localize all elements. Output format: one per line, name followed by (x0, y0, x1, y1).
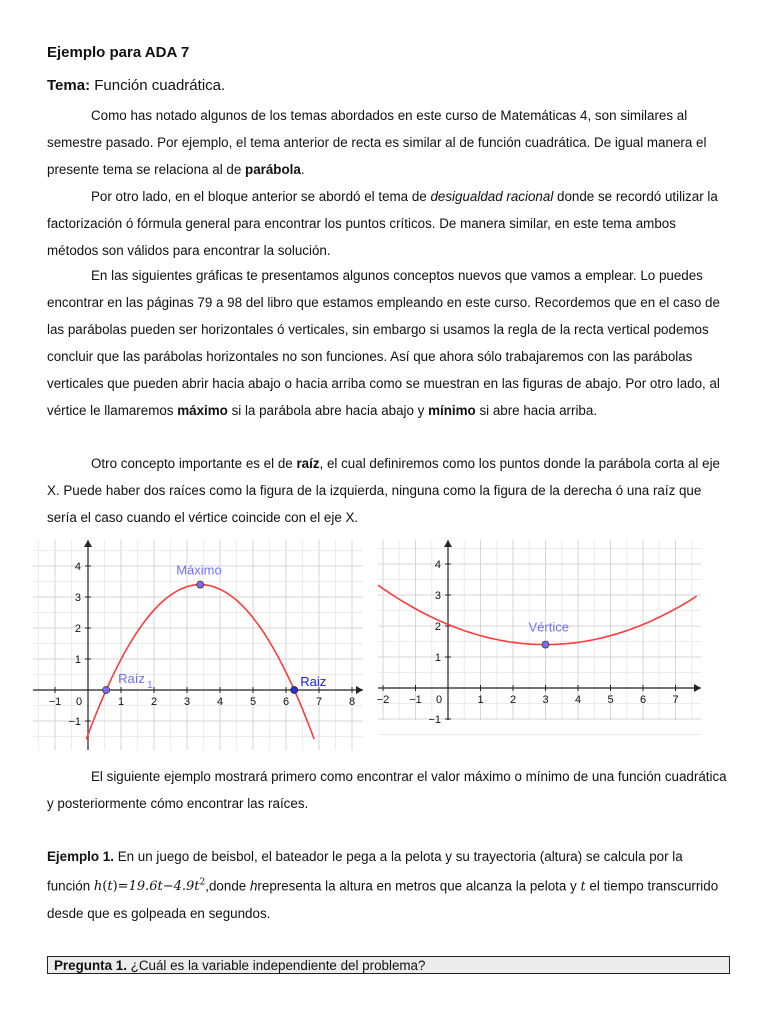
y-tick-label: 1 (74, 654, 81, 666)
y-tick-label: 4 (434, 559, 441, 571)
x-tick-label: 2 (509, 694, 517, 706)
example-1-text: En un juego de beisbol, el bateador le pega a la pelota y su trayectoria (altura) se calcula por la función (47, 849, 683, 894)
root-2-label: Raiz (300, 674, 327, 689)
paragraph-2-text: Por otro lado, en el bloque anterior se abordó el tema de (91, 189, 431, 204)
root-1-label: Raíz (118, 671, 145, 686)
x-tick-label: −1 (409, 694, 422, 706)
y-tick-label: −1 (428, 714, 441, 726)
x-tick-label: −2 (376, 694, 390, 706)
x-tick-label: 8 (348, 696, 356, 708)
y-tick-label: 2 (74, 623, 81, 635)
graph-right (376, 540, 701, 726)
maximum-point (197, 581, 204, 588)
example-1-formula: $h(t)=19.6t-4.9t^2$ (93, 878, 206, 895)
paragraph-1 (47, 102, 727, 183)
x-axis-arrow (356, 686, 363, 694)
root-2-point (291, 687, 298, 694)
x-tick-label: 5 (607, 694, 614, 706)
root-1-point (103, 687, 110, 694)
paragraph-5-text: El siguiente ejemplo mostrará primero como encontrar el valor máximo o mínimo de una función cuadrática y posteriormente cómo encontrar las raíces. (47, 769, 727, 811)
x-tick-label: 2 (150, 696, 158, 708)
y-tick-label: −1 (68, 716, 81, 728)
y-tick-label: 2 (434, 621, 441, 633)
y-tick-label: 1 (434, 652, 441, 664)
paragraph-3 (47, 262, 727, 424)
example-1 (47, 843, 727, 927)
paragraph-1-bold: parábola (245, 162, 301, 177)
question-1-label: Pregunta 1. (54, 958, 127, 973)
x-tick-label: 0 (75, 696, 83, 708)
paragraph-3-text: En las siguientes gráficas te presentamos algunos conceptos nuevos que vamos a emplear. Lo puedes encontrar en las páginas 79 a 98 del libro que estamos empleando en este curso. Recordemos que en el caso de las parábolas pueden ser horizontales ó verticales, sin embargo si usamos la regla de la recta vertical podemos concluir que las parábolas horizontales no son funciones. Así que ahora sólo trabajaremos con las parábolas verticales que pueden abrir hacia abajo o hacia arriba como se muestran en las figuras de abajo. Por otro lado, al vértice le llamaremos (47, 268, 720, 418)
paragraph-3-text-mid: si la parábola abre hacia abajo y (227, 403, 429, 418)
x-tick-label: −1 (48, 696, 62, 708)
x-tick-label: 1 (117, 696, 125, 708)
x-tick-label: 6 (282, 696, 290, 708)
y-tick-label: 4 (74, 561, 81, 573)
x-tick-label: 3 (183, 696, 191, 708)
x-tick-label: 3 (542, 694, 549, 706)
graph-right-plot (376, 540, 701, 726)
graph-left-plot (33, 540, 363, 750)
paragraph-2-text-end: donde se recordó utilizar la factorización ó fórmula general para encontrar los puntos críticos. De manera similar, en este tema ambos métodos son válidos para encontrar la solución. (47, 189, 718, 258)
example-1-text-4: el tiempo transcurrido desde que es golpeada en segundos. (47, 878, 719, 922)
maximum-label: Máximo (176, 562, 222, 578)
y-axis-arrow (84, 540, 92, 547)
paragraph-1-end: . (300, 162, 305, 177)
vertex-point (542, 641, 549, 648)
graph-left (33, 540, 363, 750)
x-tick-label: 4 (216, 696, 224, 708)
x-tick-label: 7 (315, 696, 323, 708)
paragraph-5 (47, 763, 727, 817)
document-title: Ejemplo para ADA 7 (47, 44, 190, 61)
paragraph-4-text-end: , el cual definiremos como los puntos donde la parábola corta al eje X. Puede haber dos raíces como la figura de la izquierda, ninguna como la figura de la derecha ó una raíz que sería el caso cuando el vértice coincide con el eje X. (47, 456, 720, 525)
paragraph-2-italic: desigualdad racional (430, 189, 554, 204)
topic-line (47, 77, 225, 94)
root-1-subscript: 1 (147, 680, 153, 691)
x-tick-label: 5 (249, 696, 257, 708)
topic-value: Función cuadrática. (94, 77, 226, 94)
example-1-text-3: representa la altura en metros que alcanza la pelota y (257, 878, 581, 894)
x-tick-label: 6 (639, 694, 647, 706)
topic-label: Tema: (47, 77, 91, 94)
x-tick-label: 4 (574, 694, 582, 706)
paragraph-3-text-end: si abre hacia arriba. (475, 403, 598, 418)
x-tick-label: 7 (672, 694, 679, 706)
example-1-h-variable: h (249, 878, 258, 894)
x-tick-label: 1 (477, 694, 484, 706)
example-1-text-2: ,donde (205, 878, 250, 894)
example-1-t-variable: t (580, 879, 586, 895)
vertex-label: Vértice (528, 619, 569, 635)
x-tick-label: 0 (435, 694, 443, 706)
y-tick-label: 3 (74, 592, 81, 604)
paragraph-4-text: Otro concepto importante es el de (91, 456, 297, 471)
question-1-text: ¿Cuál es la variable independiente del problema? (126, 958, 426, 973)
x-axis-arrow (694, 684, 701, 692)
example-1-label: Ejemplo 1. (47, 849, 114, 864)
paragraph-3-bold-minimo: mínimo (428, 403, 476, 418)
paragraph-2 (47, 183, 727, 264)
paragraph-1-text: Como has notado algunos de los temas abordados en este curso de Matemáticas 4, son similares al semestre pasado. Por ejemplo, el tema anterior de recta es similar al de función cuadrática. De igual manera el presente tema se relaciona al de (47, 108, 707, 177)
paragraph-3-bold-maximo: máximo (177, 403, 228, 418)
paragraph-4 (47, 450, 727, 531)
parabola-curve (378, 585, 696, 644)
y-tick-label: 3 (434, 590, 441, 602)
question-1-box (47, 956, 730, 974)
y-axis-arrow (444, 540, 452, 547)
paragraph-4-bold: raíz (296, 456, 320, 471)
